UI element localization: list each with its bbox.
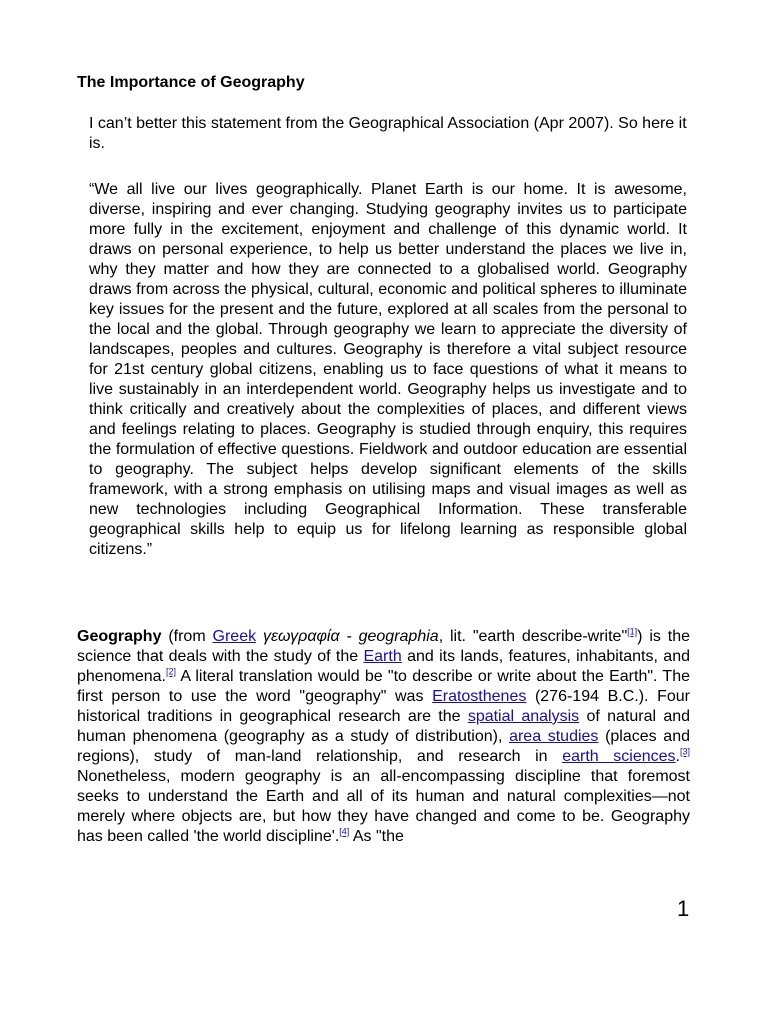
reference-3-link[interactable]: [3] — [679, 746, 690, 757]
page-number: 1 — [677, 896, 690, 921]
text-segment: Nonetheless, modern geography is an all-encompassing discipline that foremost seeks to understand the Earth and all of its human and natural complexities—not merely where objects are, but how they have changed and come to be. Geography has been called 'the world discipline'. — [77, 768, 690, 845]
text-segment: of natural and human phenomena (geography as a study of distribution), — [77, 708, 691, 745]
geography-definition-paragraph — [77, 627, 690, 847]
reference-1 — [627, 627, 637, 637]
link-earth[interactable]: Earth — [363, 648, 402, 665]
text-segment: ) is the science that deals with the study of the — [77, 628, 690, 665]
intro-paragraph: I can’t better this statement from the Geographical Association (Apr 2007). So here it is. — [89, 115, 687, 152]
page-title: The Importance of Geography — [77, 74, 305, 91]
reference-4-link[interactable]: [4] — [339, 826, 350, 837]
reference-3 — [680, 747, 690, 757]
link-area-studies[interactable]: area studies — [509, 728, 599, 745]
text-segment: As "the — [349, 828, 404, 845]
text-segment: and its lands, features, inhabitants, and phenomena. — [77, 648, 690, 685]
reference-4 — [339, 827, 349, 837]
quote-paragraph: “We all live our lives geographically. Planet Earth is our home. It is awesome, diverse, inspiring and ever changing. Studying geography invites us to participate more fully in the excitement, enjoyment and challenge of this dynamic world. It draws on personal experience, to help us better understand the places we live in, why they matter and how they are connected to a globalised world. Geography draws from across the physical, cultural, economic and political spheres to illuminate key issues for the present and the future, explored at all scales from the personal to the local and the global. Through geography we learn to appreciate the diversity of landscapes, peoples and cultures. Geography is therefore a vital subject resource for 21st century global citizens, enabling us to face questions of what it means to live sustainably in an interdependent world. Geography helps us investigate and to think critically and creatively about the complexities of places, and different views and feelings relating to places. Geography is studied through enquiry, this requires the formulation of effective questions. Fieldwork and outdoor education are essential to geography. The subject helps develop significant elements of the skills framework, with a strong emphasis on utilising maps and visual images as well as new technologies including Geographical Information. These transferable geographical skills help to equip us for lifelong learning as responsible global citizens.” — [89, 181, 687, 558]
reference-1-link[interactable]: [1] — [627, 626, 638, 637]
text-segment: (276-194 B.C.). Four historical traditions in geographical research are the — [77, 688, 691, 725]
link-greek[interactable]: Greek — [212, 628, 257, 645]
text-segment: (places and regions), study of man-land relationship, and research in — [77, 728, 690, 765]
reference-2 — [166, 667, 176, 677]
link-earth-sciences[interactable]: earth sciences — [562, 748, 676, 765]
text-segment: (from — [161, 628, 213, 645]
text-segment: A literal translation would be "to describe or write about the Earth". The first person to use the word "geography" was — [77, 668, 690, 705]
text-segment — [256, 628, 263, 645]
link-spatial-analysis[interactable]: spatial analysis — [467, 708, 580, 725]
greek-term: γεωγραφία - geographia — [262, 628, 439, 645]
link-eratosthenes[interactable]: Eratosthenes — [432, 688, 527, 705]
reference-2-link[interactable]: [2] — [165, 666, 176, 677]
term-geography: Geography — [77, 628, 162, 645]
text-segment: . — [675, 748, 680, 765]
text-segment: , lit. "earth describe-write" — [438, 628, 628, 645]
